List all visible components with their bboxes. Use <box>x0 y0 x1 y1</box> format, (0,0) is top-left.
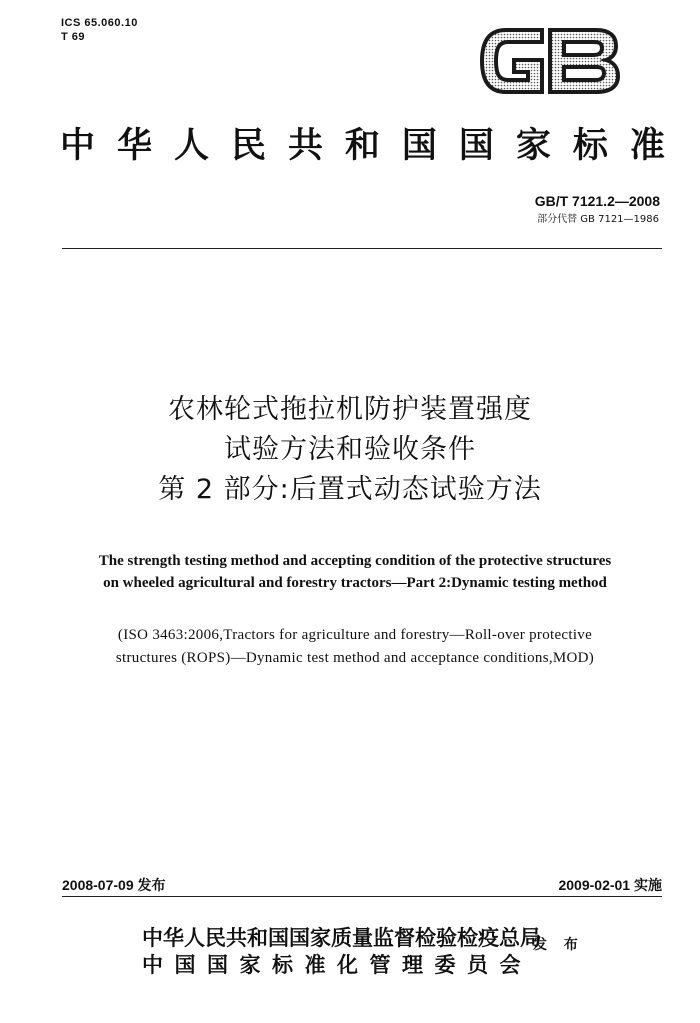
issue-date: 2008-07-09 发布 <box>62 877 166 893</box>
national-standard-char: 家 <box>515 125 551 166</box>
iso-reference-line-1: (ISO 3463:2006,Tractors for agriculture and forestry—Roll-over protective <box>117 627 593 643</box>
national-standard-char: 标 <box>572 125 608 166</box>
replaces-note: 部分代替 GB 7121—1986 <box>537 214 659 225</box>
publish-label: 发 布 <box>533 937 584 953</box>
ics-number: ICS 65.060.10 <box>61 17 138 29</box>
footer-divider <box>62 896 662 897</box>
chinese-title-line-1: 农林轮式拖拉机防护装置强度 <box>168 394 532 425</box>
iso-reference-line-2: structures (ROPS)—Dynamic test method and acceptance conditions,MOD) <box>115 650 595 666</box>
english-title-line-1: The strength testing method and accepting condition of the protective structures <box>98 553 612 569</box>
standard-number: GB/T 7121.2—2008 <box>534 193 660 209</box>
national-standard-heading <box>60 124 665 168</box>
national-standard-char: 共 <box>287 125 323 166</box>
chinese-title-line-2: 试验方法和验收条件 <box>224 434 476 465</box>
standard-category: T 69 <box>61 31 86 43</box>
national-standard-char: 华 <box>116 125 152 166</box>
national-standard-char: 民 <box>230 125 266 166</box>
issuing-authorities <box>142 924 541 978</box>
issuer-sac: 中国国家标准化管理委员会 <box>142 952 532 977</box>
national-standard-char: 国 <box>401 125 437 166</box>
national-standard-char: 国 <box>458 125 494 166</box>
national-standard-char: 人 <box>173 125 209 166</box>
national-standard-char: 准 <box>629 125 665 166</box>
national-standard-char: 和 <box>344 125 380 166</box>
english-title <box>40 550 670 594</box>
gb-logo <box>476 24 622 98</box>
english-title-line-2: on wheeled agricultural and forestry tractors—Part 2:Dynamic testing method <box>103 575 607 591</box>
issuer-aqsiq: 中华人民共和国国家质量监督检验检疫总局 <box>142 925 541 950</box>
chinese-title <box>0 390 700 510</box>
implementation-date: 2009-02-01 实施 <box>558 877 662 893</box>
iso-reference <box>40 624 670 670</box>
ics-code-block <box>61 16 138 44</box>
national-standard-char: 中 <box>60 125 96 166</box>
chinese-title-line-3: 第 2 部分:后置式动态试验方法 <box>158 474 542 505</box>
header-divider <box>62 248 662 249</box>
